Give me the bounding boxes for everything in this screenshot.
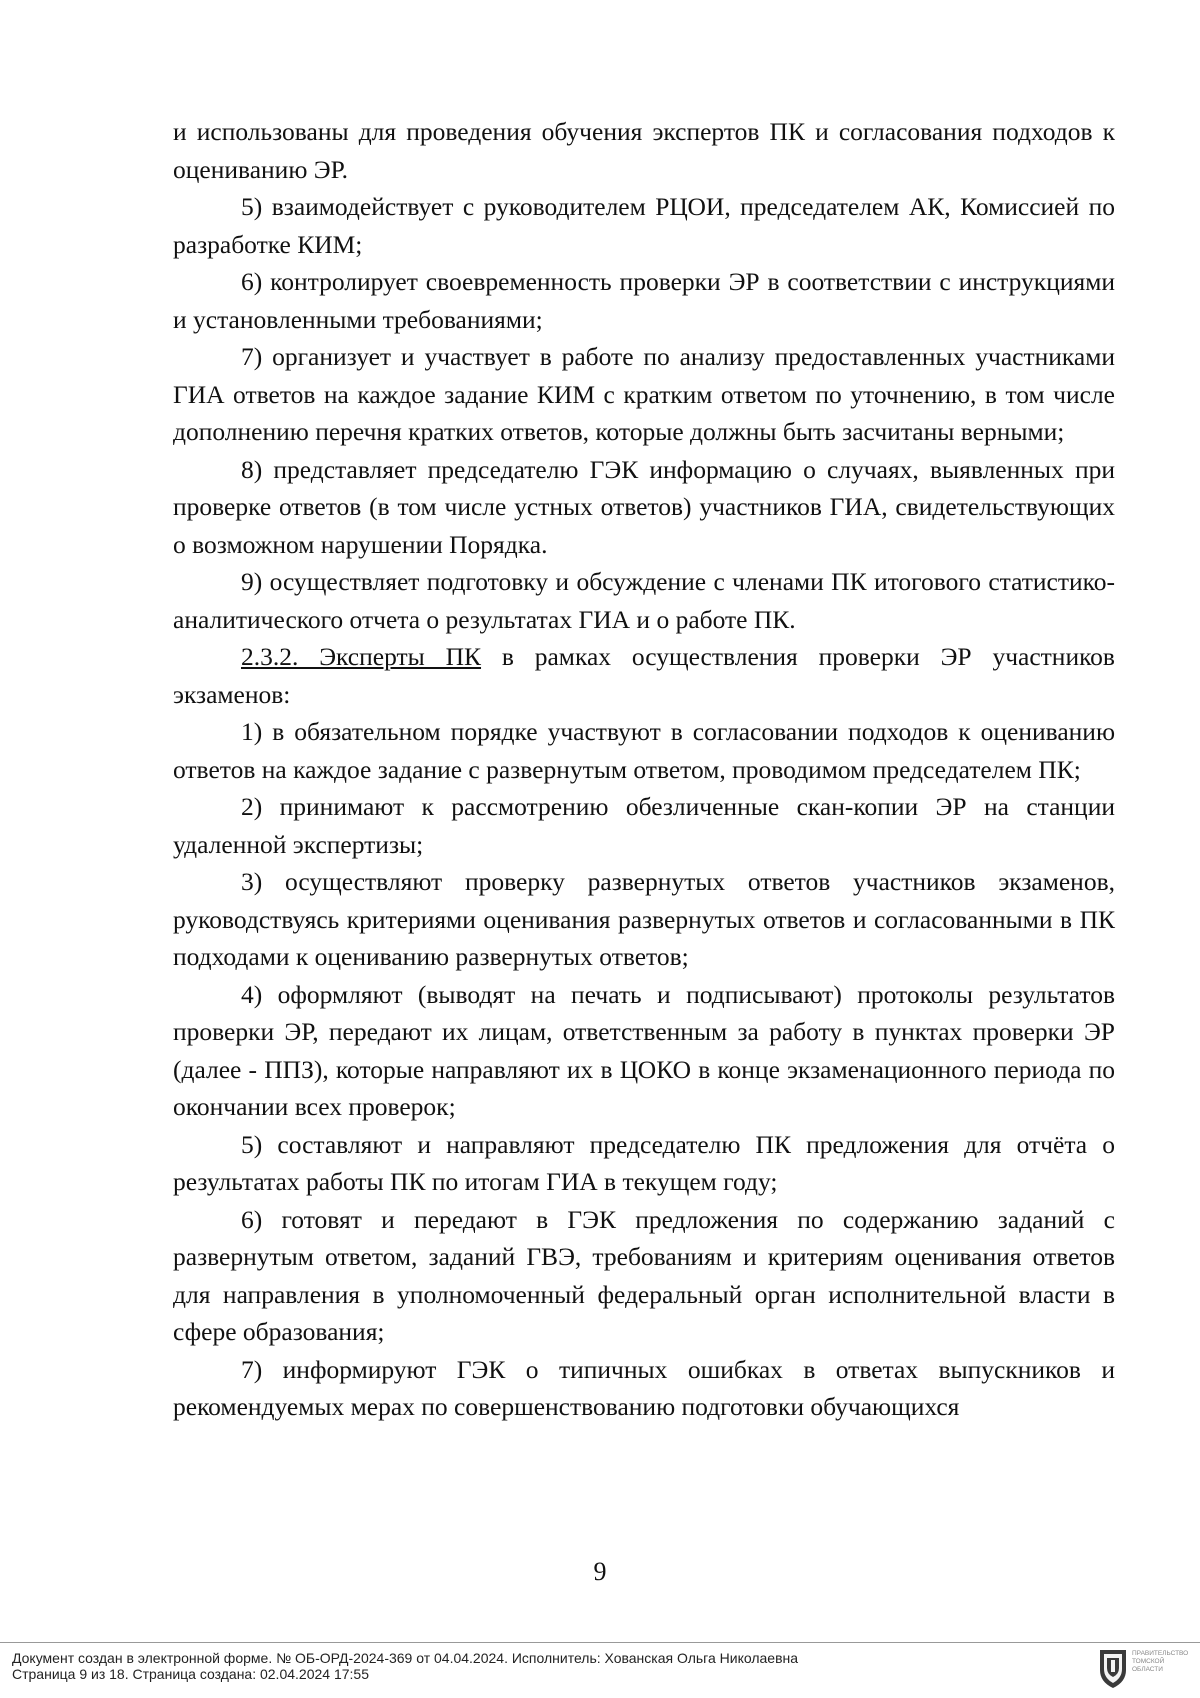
paragraph-11: 4) оформляют (выводят на печать и подписывают) протоколы результатов проверки ЭР, передают их лицам, ответственным за работу в пунктах проверки ЭР (далее - ППЗ), которые направляют их в ЦОКО в конце экзаменационного периода по окончании всех проверок;: [173, 979, 1115, 1121]
paragraph-8: 1) в обязательном порядке участвуют в согласовании подходов к оцениванию ответов на каждое задание с развернутым ответом, проводимом председателем ПК;: [173, 717, 1115, 784]
footer-line-1: Документ создан в электронной форме. № ОБ-ОРД-2024-369 от 04.04.2024. Исполнитель: Хованская Ольга Николаевна: [12, 1650, 799, 1666]
emblem-text: ПРАВИТЕЛЬСТВО ТОМСКОЙ ОБЛАСТИ: [1132, 1650, 1189, 1673]
footer: [12, 1650, 798, 1682]
paragraph-14: 7) информируют ГЭК о типичных ошибках в ответах выпускников и рекомендуемых мерах по совершенствованию подготовки обучающихся: [173, 1354, 1115, 1421]
page-number: 9: [593, 1557, 607, 1586]
paragraph-13: 6) готовят и передают в ГЭК предложения по содержанию заданий с развернутым ответом, заданий ГВЭ, требованиям и критериям оценивания ответов для направления в уполномоченный федеральный орган исполнительной власти в сфере образования;: [173, 1204, 1115, 1346]
paragraph-9: 2) принимают к рассмотрению обезличенные скан-копии ЭР на станции удаленной экспертизы;: [173, 792, 1115, 859]
section-2-3-2: [173, 638, 1115, 713]
paragraph-4: 7) организует и участвует в работе по анализу предоставленных участниками ГИА ответов на каждое задание КИМ с кратким ответом по уточнению, в том числе дополнению перечня кратких ответов, которые должны быть засчитаны верными;: [173, 342, 1115, 446]
footer-divider: [0, 1642, 1200, 1643]
paragraph-2: 5) взаимодействует с руководителем РЦОИ, председателем АК, Комиссией по разработке КИМ;: [173, 192, 1115, 259]
section-text: в рамках осуществления проверки ЭР участников экзаменов:: [173, 642, 1115, 709]
section-heading: 2.3.2. Эксперты ПК: [241, 642, 482, 671]
paragraph-12: 5) составляют и направляют председателю ПК предложения для отчёта о результатах работы ПК по итогам ГИА в текущем году;: [173, 1129, 1115, 1196]
footer-line-2: Страница 9 из 18. Страница создана: 02.04.2024 17:55: [12, 1666, 369, 1682]
paragraph-3: 6) контролирует своевременность проверки ЭР в соответствии с инструкциями и установленными требованиями;: [173, 267, 1115, 334]
paragraph-1: и использованы для проведения обучения экспертов ПК и согласования подходов к оцениванию ЭР.: [173, 117, 1115, 184]
paragraph-5: 8) представляет председателю ГЭК информацию о случаях, выявленных при проверке ответов (в том числе устных ответов) участников ГИА, свидетельствующих о возможном нарушении Порядка.: [173, 454, 1115, 559]
document-body: [173, 113, 1115, 1426]
coat-of-arms-icon: [1097, 1646, 1129, 1690]
paragraph-10: 3) осуществляют проверку развернутых ответов участников экзаменов, руководствуясь критериями оценивания развернутых ответов и согласованными в ПК подходами к оцениванию развернутых ответов;: [173, 867, 1115, 971]
paragraph-6: 9) осуществляет подготовку и обсуждение с членами ПК итогового статистико-аналитического отчета о результатах ГИА и о работе ПК.: [173, 567, 1115, 634]
